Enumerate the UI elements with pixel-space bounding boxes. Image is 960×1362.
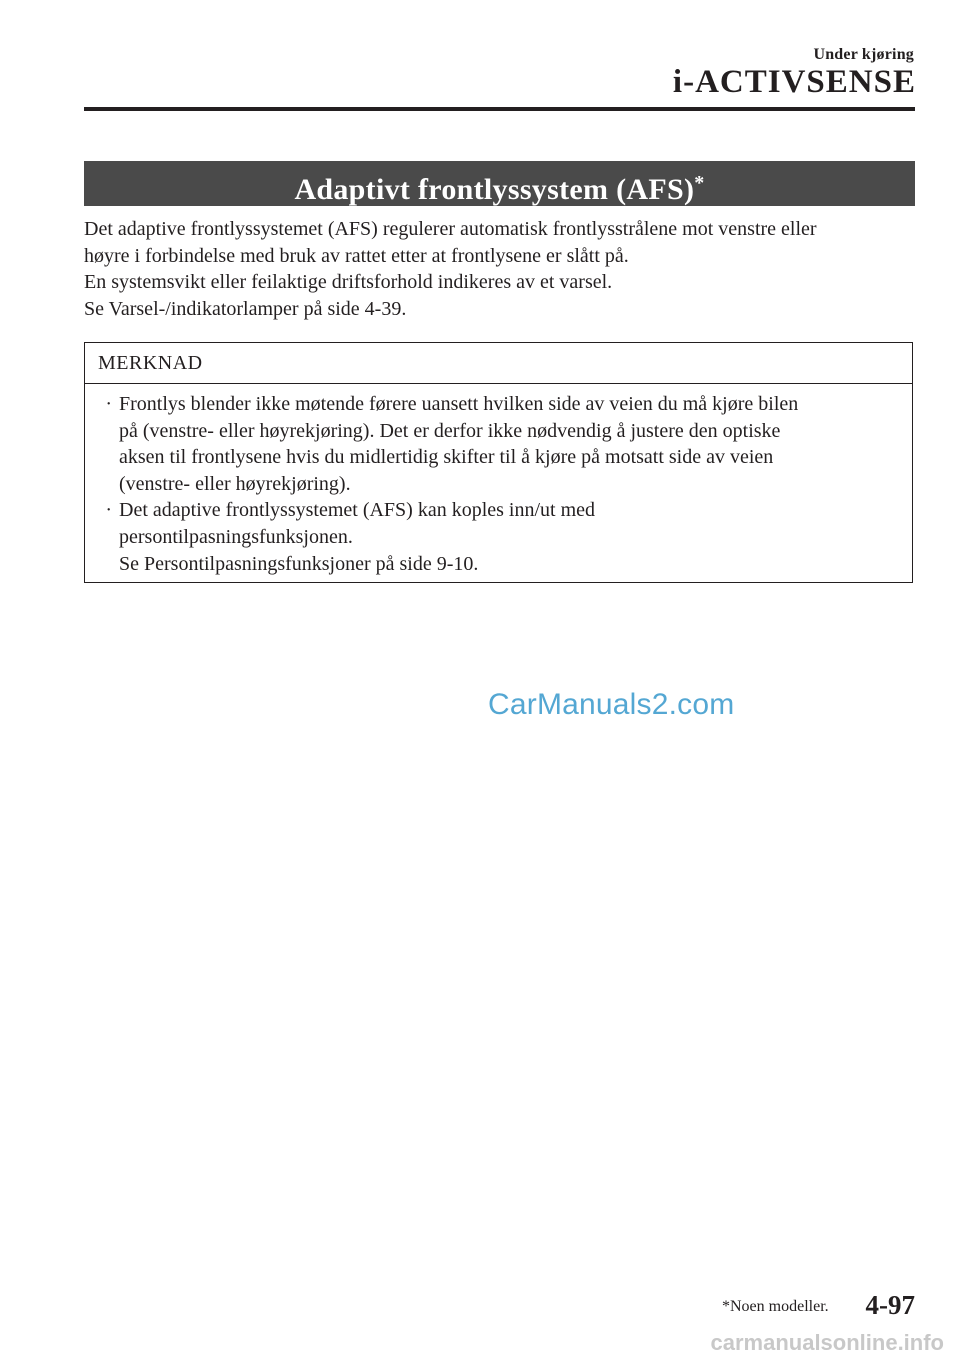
site-watermark: carmanualsonline.info — [710, 1330, 944, 1355]
watermark-link[interactable]: CarManuals2.com — [488, 688, 735, 721]
chapter-title: i-ACTIVSENSE — [672, 64, 916, 100]
footnote: *Noen modeller. — [722, 1298, 829, 1315]
note-item-text — [119, 497, 595, 577]
section-title-asterisk: * — [694, 172, 705, 194]
note-line: på (venstre- eller høyrekjøring). Det er derfor ikke nødvendig å justere den optiske — [119, 419, 781, 442]
header-divider — [84, 107, 915, 111]
bullet-icon: · — [105, 499, 112, 522]
intro-line: høyre i forbindelse med bruk av rattet etter at frontlysene er slått på. — [84, 244, 629, 267]
page-number: 4-97 — [865, 1290, 915, 1320]
note-item — [85, 391, 912, 497]
note-item — [85, 497, 912, 577]
note-item-text — [119, 391, 798, 497]
note-heading: MERKNAD — [85, 343, 912, 384]
intro-paragraph — [84, 216, 924, 322]
note-line: (venstre- eller høyrekjøring). — [119, 472, 351, 495]
section-title-banner — [84, 161, 915, 206]
note-line: Frontlys blender ikke møtende førere uansett hvilken side av veien du må kjøre bilen — [119, 393, 799, 415]
intro-line: Se Varsel-/indikatorlamper på side 4-39. — [84, 297, 407, 320]
section-title: Adaptivt frontlyssystem (AFS)* — [294, 172, 705, 206]
intro-line: En systemsvikt eller feilaktige driftsforhold indikeres av et varsel. — [84, 271, 613, 293]
note-line: persontilpasningsfunksjonen. — [119, 525, 353, 548]
note-box — [84, 342, 913, 583]
note-list — [85, 384, 912, 577]
note-line: Se Persontilpasningsfunksjoner på side 9-10. — [119, 552, 479, 575]
note-line: aksen til frontlysene hvis du midlertidig skifter til å kjøre på motsatt side av veien — [119, 446, 774, 469]
note-line: Det adaptive frontlyssystemet (AFS) kan koples inn/ut med — [119, 499, 596, 522]
intro-line: Det adaptive frontlyssystemet (AFS) regulerer automatisk frontlysstrålene mot venstre eller — [84, 218, 817, 240]
bullet-icon: · — [105, 393, 112, 415]
chapter-subtitle: Under kjøring — [813, 46, 914, 63]
